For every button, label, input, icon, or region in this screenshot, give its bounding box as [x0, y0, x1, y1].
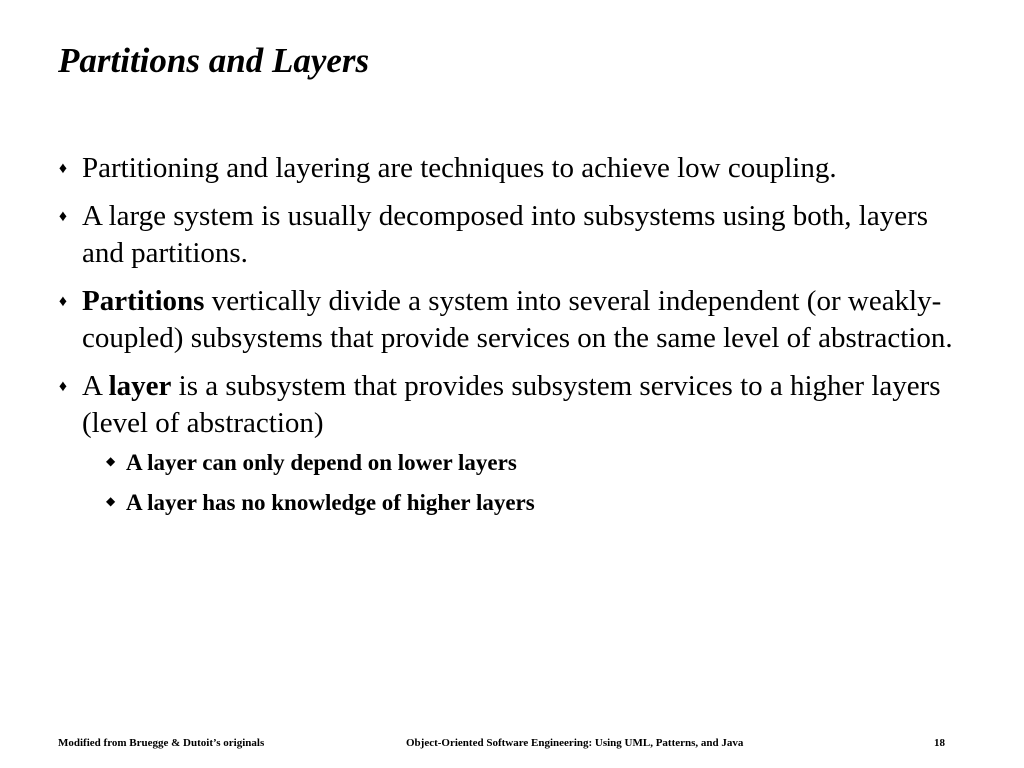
bullet-text: A large system is usually decomposed into subsystems using both, layers and partitions. [82, 200, 929, 269]
diamond-bullet-icon: ♦ [58, 378, 68, 395]
bullet-item [56, 198, 956, 272]
sub-bullet-list [82, 448, 956, 518]
bullet-item [56, 150, 956, 187]
bullet-prefix: A [82, 370, 109, 402]
diamond-sub-bullet-icon: ◆ [106, 454, 116, 468]
sub-bullet-text: A layer can only depend on lower layers [126, 450, 517, 475]
bullet-text: is a subsystem that provides subsystem services to a higher layers (level of abstraction) [82, 370, 941, 439]
footer-page-number: 18 [934, 737, 945, 749]
sub-bullet-item [106, 488, 956, 518]
bullet-bold-term: layer [108, 370, 172, 402]
diamond-bullet-icon: ♦ [58, 293, 68, 310]
diamond-bullet-icon: ♦ [58, 208, 68, 225]
bullet-list [56, 150, 956, 529]
slide-title: Partitions and Layers [58, 41, 370, 80]
footer-credit: Modified from Bruegge & Dutoit’s originals [58, 737, 265, 749]
bullet-text: Partitioning and layering are techniques to achieve low coupling. [82, 152, 837, 184]
diamond-bullet-icon: ♦ [58, 160, 68, 177]
footer-book-title: Object-Oriented Software Engineering: Using UML, Patterns, and Java [406, 737, 744, 749]
bullet-text: vertically divide a system into several independent (or weakly-coupled) subsystems that provide services on the same level of abstraction. [82, 285, 953, 354]
sub-bullet-text: A layer has no knowledge of higher layers [126, 490, 535, 515]
bullet-item [56, 368, 956, 518]
bullet-item [56, 283, 956, 357]
sub-bullet-item [106, 448, 956, 478]
diamond-sub-bullet-icon: ◆ [106, 494, 116, 508]
bullet-bold-lead: Partitions [82, 285, 205, 317]
